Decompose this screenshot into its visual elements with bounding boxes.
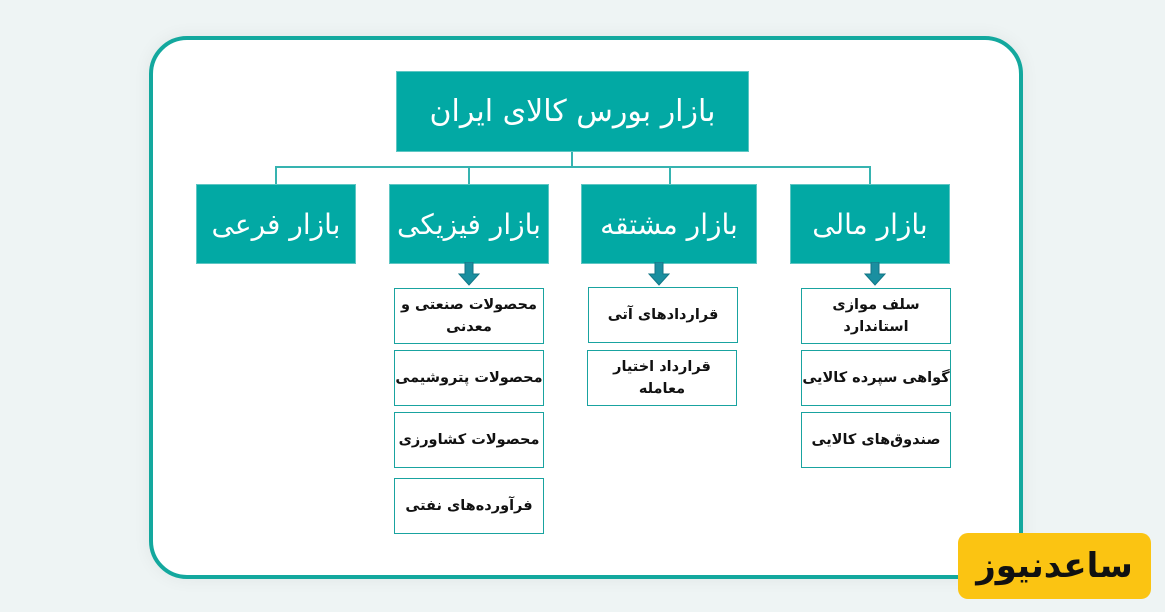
leaf-agricultural-products: محصولات کشاورزی xyxy=(394,412,544,468)
leaf-industrial-mineral-products: محصولات صنعتی و معدنی xyxy=(394,288,544,344)
connector-root-stem xyxy=(571,150,573,166)
leaf-commodity-funds: صندوق‌های کالایی xyxy=(801,412,951,468)
leaf-standard-parallel-salaf: سلف موازی استاندارد xyxy=(801,288,951,344)
category-derivatives-market: بازار مشتقه xyxy=(581,184,757,264)
connector-subsidiary xyxy=(275,166,277,184)
leaf-oil-products: فرآورده‌های نفتی xyxy=(394,478,544,534)
category-financial-market: بازار مالی xyxy=(790,184,950,264)
leaf-futures-contracts: قراردادهای آتی xyxy=(588,287,738,343)
connector-derivatives xyxy=(669,166,671,184)
leaf-commodity-deposit-certificate: گواهی سپرده کالایی xyxy=(801,350,951,406)
connector-physical xyxy=(468,166,470,184)
arrow-down-icon xyxy=(458,262,480,286)
leaf-petrochemical-products: محصولات پتروشیمی xyxy=(394,350,544,406)
arrow-down-icon xyxy=(864,262,886,286)
category-physical-market: بازار فیزیکی xyxy=(389,184,549,264)
root-node: بازار بورس کالای ایران xyxy=(396,71,749,152)
leaf-options-contracts: قرارداد اختیار معامله xyxy=(587,350,737,406)
saednews-logo: ساعدنیوز xyxy=(958,533,1151,599)
connector-horizontal xyxy=(275,166,871,168)
category-subsidiary-market: بازار فرعی xyxy=(196,184,356,264)
arrow-down-icon xyxy=(648,262,670,286)
connector-financial xyxy=(869,166,871,184)
